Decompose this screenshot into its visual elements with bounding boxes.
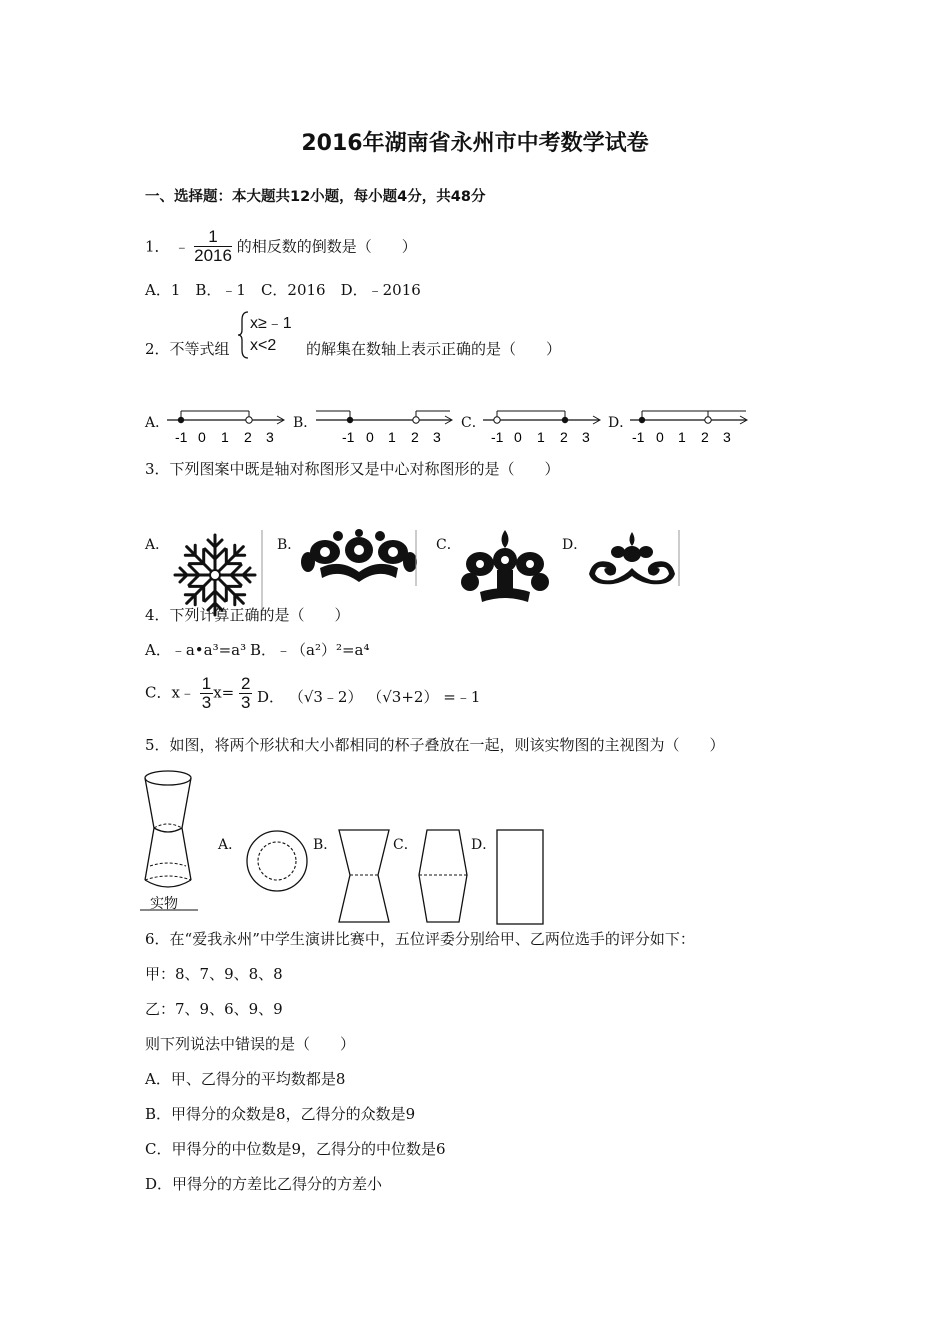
tick-label: 0 [514,429,522,445]
question-number: 4． [145,606,170,624]
option-label-a: A． [145,415,170,431]
question-text: 的相反数的倒数是（ ） [236,237,417,256]
question-1 [145,227,417,265]
page-title: 2016年湖南省永州市中考数学试卷 [301,131,649,156]
fraction-numerator: 1 [194,228,232,247]
question-number: 6． [145,930,170,948]
ornament-b-icon [300,528,418,588]
question-text: 如图，将两个形状和大小都相同的杯子叠放在一起，则该实物图的主视图为（ ） [169,736,725,754]
question-4-option-c [145,675,252,712]
fraction [239,675,252,712]
question-6-option-c: C．甲得分的中位数是9，乙得分的中位数是6 [145,1140,446,1158]
option-label-d: D． [471,837,497,853]
fraction [194,228,232,265]
question-1-options: A．1 B．﹣1 C．2016 D．﹣2016 [145,281,421,299]
question-6 [145,929,695,949]
option-label-d: D． [562,537,588,553]
tick-label: 1 [678,429,686,445]
tick-label: 2 [560,429,568,445]
tick-label: 1 [221,429,229,445]
rectangle-view-icon [495,828,547,928]
tick-label: 1 [537,429,545,445]
option-label-b: B． [277,537,302,553]
tick-label: 0 [198,429,206,445]
fraction [200,675,213,712]
hexagon-view-icon [415,828,471,926]
question-6-option-b: B．甲得分的众数是8，乙得分的众数是9 [145,1105,416,1123]
ornament-c-icon [460,528,550,606]
question-2 [145,339,230,359]
question-number: 1． [145,237,170,256]
fraction-denominator: 3 [201,693,212,712]
option-d-result: =﹣1 [443,688,481,706]
question-4-option-a: A．﹣a•a³=a³ [145,641,247,659]
tick-label: -1 [491,429,504,445]
question-text: 下列图案中既是轴对称图形又是中心对称图形的是（ ） [169,460,560,478]
number-line-b [316,406,456,448]
option-d-factor-1: （√3﹣2） [288,688,363,706]
question-2-text: 的解集在数轴上表示正确的是（ ） [306,340,562,358]
option-label-b: B． [293,415,318,431]
question-6-option-a: A．甲、乙得分的平均数都是8 [145,1070,346,1088]
score-yi: 乙：7、9、6、9、9 [145,1000,283,1018]
tick-label: 2 [701,429,709,445]
tick-label: 2 [244,429,252,445]
tick-label: 2 [411,429,419,445]
option-label-a: A． [218,837,243,853]
option-label-c: C． [436,537,461,553]
tick-label: 3 [266,429,274,445]
tick-label: 3 [433,429,441,445]
tick-label: -1 [175,429,188,445]
option-d-label: D． [257,688,285,706]
fraction-numerator: 1 [201,674,212,693]
question-number: 2． [145,340,170,358]
question-number: 3． [145,460,170,478]
inequality-2: x<2 [250,337,277,354]
brace-icon [236,310,250,360]
inequality-1: x≥﹣1 [250,315,292,332]
hourglass-view-icon [334,828,394,926]
fraction-denominator: 3 [241,693,251,712]
tick-label: 0 [656,429,664,445]
question-6-option-d: D．甲得分的方差比乙得分的方差小 [145,1175,383,1193]
tick-label: 0 [366,429,374,445]
option-label-b: B． [313,837,338,853]
question-4-option-d [257,687,480,707]
option-label-c: C． [461,415,486,431]
tick-label: 1 [388,429,396,445]
question-3 [145,459,560,479]
option-label-c: C． [393,837,418,853]
question-text: 下列计算正确的是（ ） [169,606,350,624]
question-text: 在“爱我永州”中学生演讲比赛中，五位评委分别给甲、乙两位选手的评分如下： [169,930,695,948]
question-4-option-b: B．﹣（a²）²=a⁴ [250,641,370,659]
fraction-denominator: 2016 [194,246,232,265]
option-label-d: D． [608,415,634,431]
score-jia: 甲：8、7、9、8、8 [145,965,283,983]
tick-label: 3 [723,429,731,445]
question-number: 5． [145,736,170,754]
stacked-cups-figure [140,768,200,913]
section-heading: 一、选择题：本大题共12小题，每小题4分，共48分 [145,189,486,205]
question-prefix: 不等式组 [169,340,230,358]
question-5 [145,735,725,755]
option-d-factor-2: （√3+2） [367,688,439,706]
tick-label: -1 [632,429,645,445]
object-label: 实物 [150,896,178,912]
question-4 [145,605,350,625]
fraction-numerator: 2 [241,674,251,693]
question-6-prompt: 则下列说法中错误的是（ ） [145,1035,356,1053]
inequality-system [236,310,308,360]
minus-sign: ﹣ [174,237,190,256]
circle-view-icon [244,828,310,894]
tick-label: -1 [342,429,355,445]
option-label-a: A． [145,537,170,553]
option-c-mid: x= [213,683,235,702]
number-line-c [481,406,606,448]
number-line-a [165,406,290,448]
option-c-prefix: C．x﹣ [145,683,195,702]
number-line-d [628,406,753,448]
ornament-d-icon [585,528,685,588]
tick-label: 3 [582,429,590,445]
